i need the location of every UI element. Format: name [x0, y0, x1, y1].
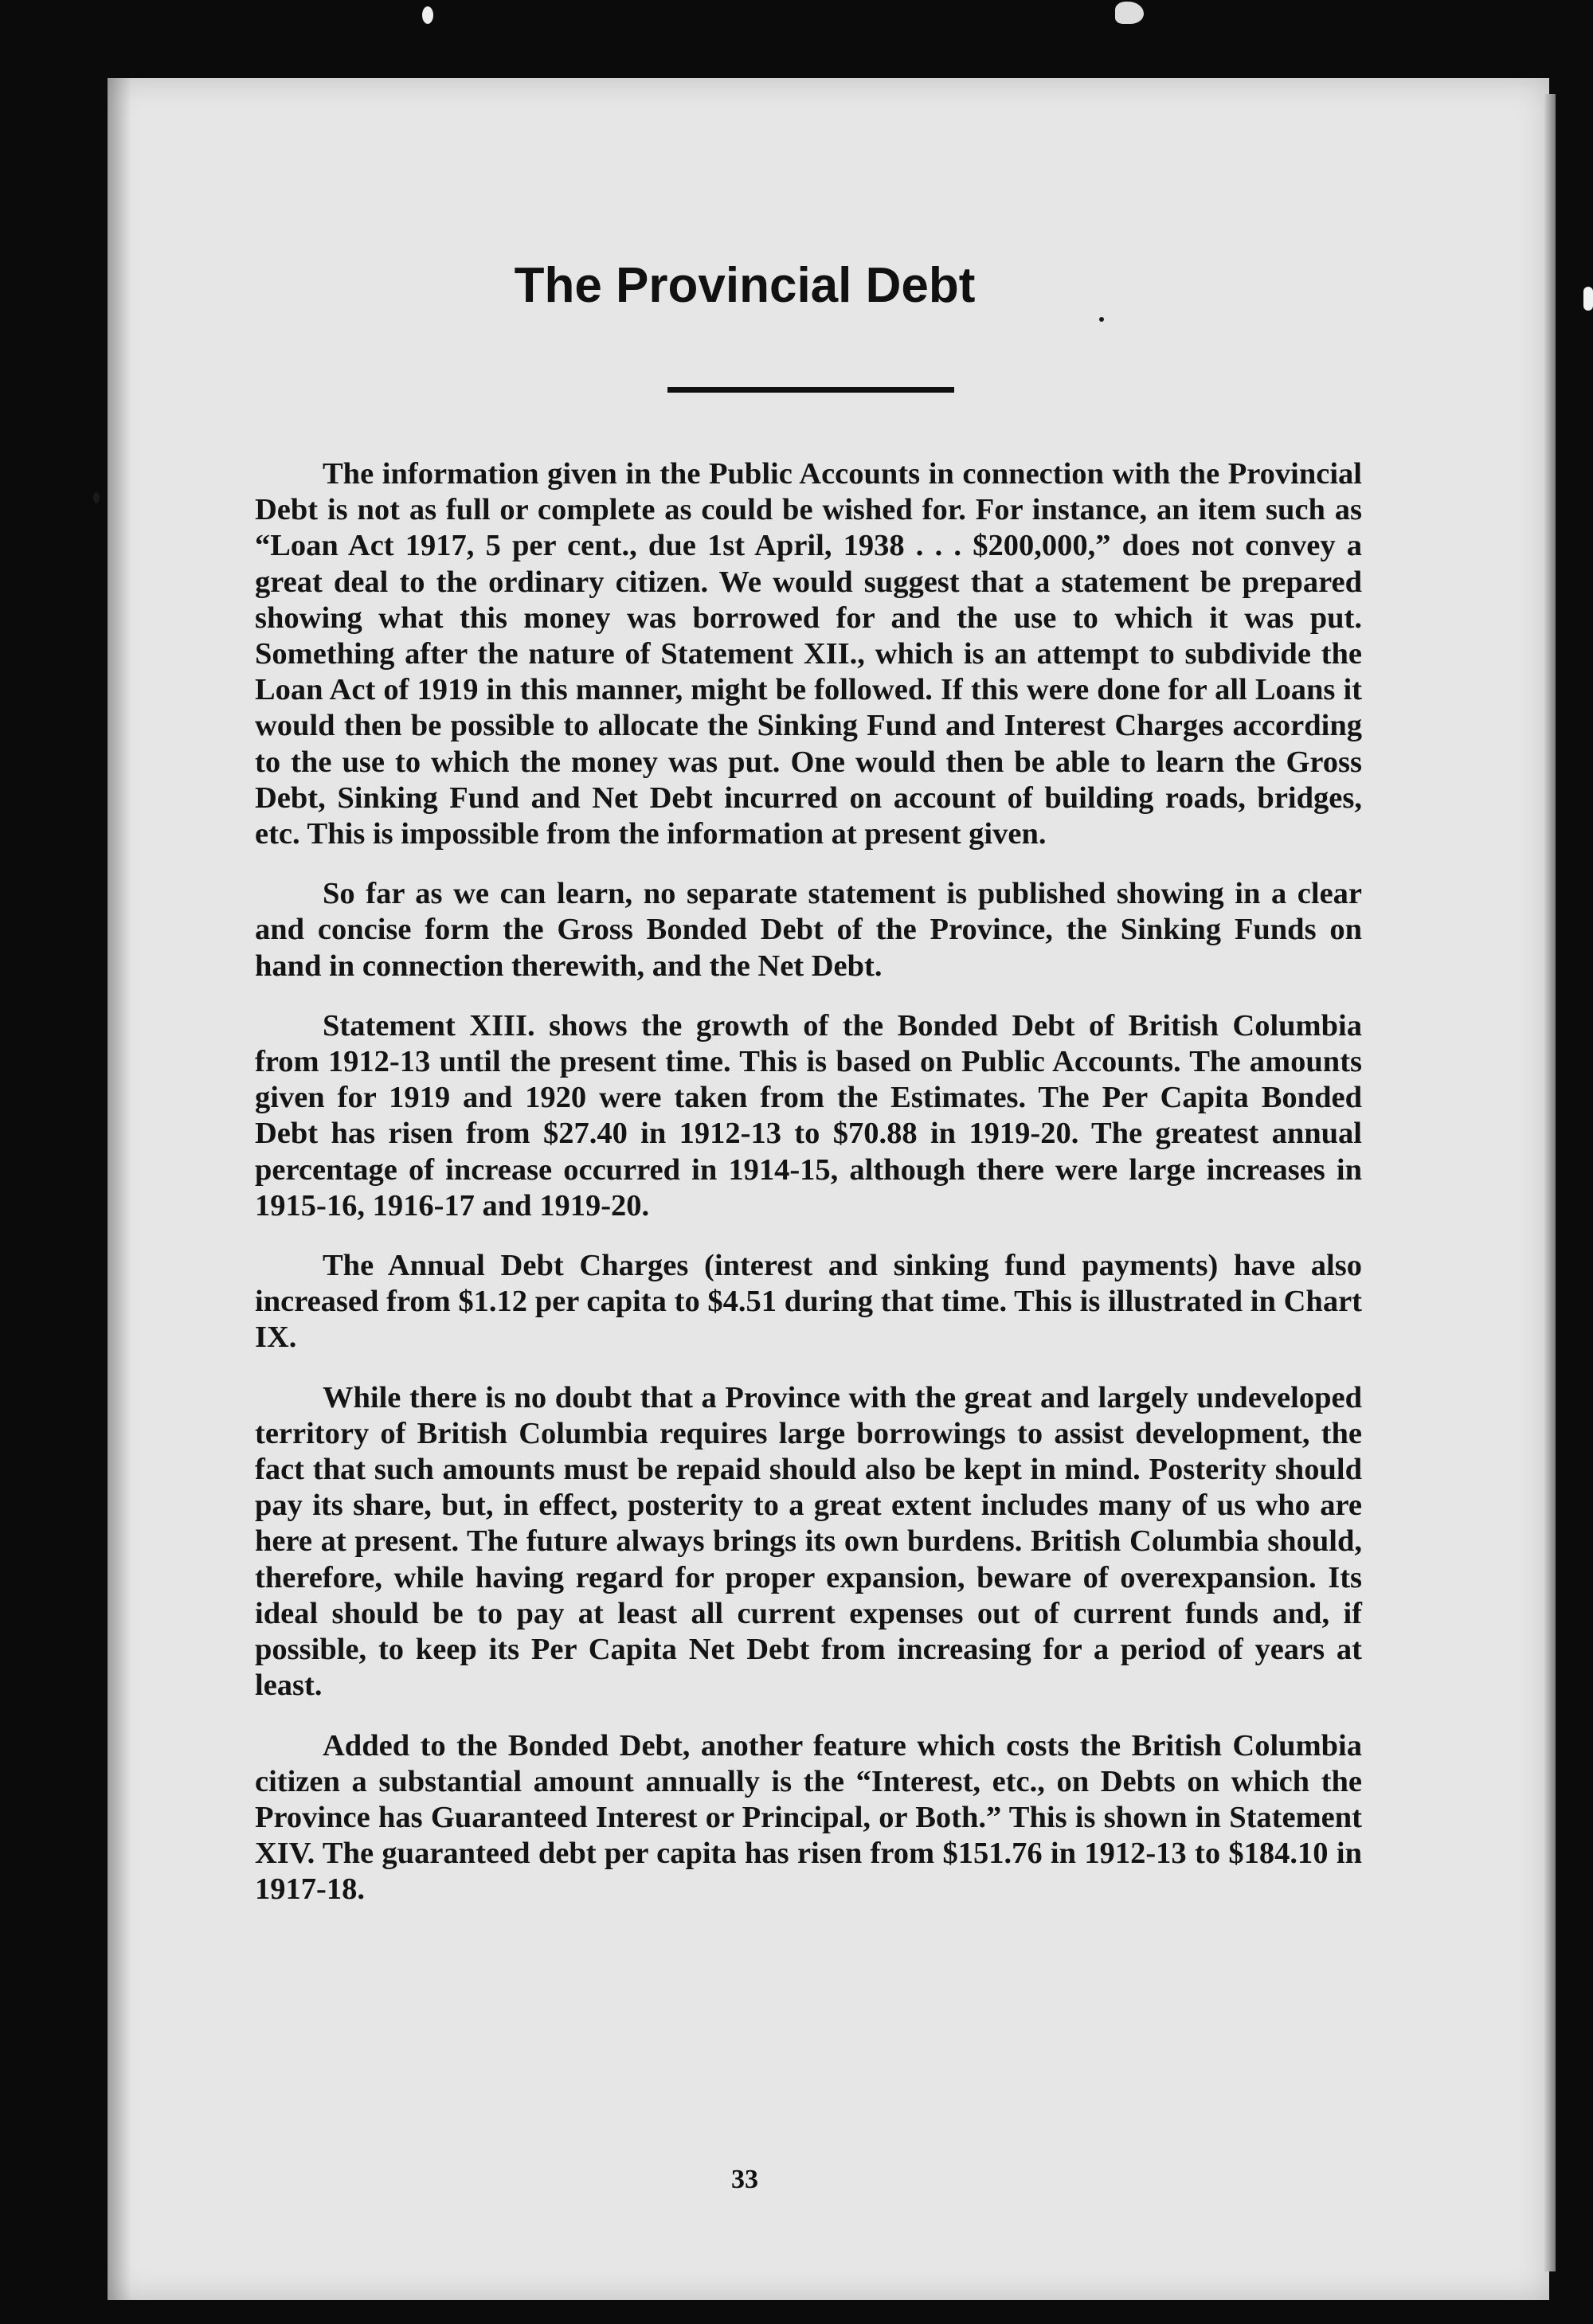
paragraph-5: While there is no doubt that a Province with the great and largely undeveloped territory of British Columbia requires large borrowings to assist development, the fact that such amounts must be repaid should also be kept in mind. Posterity should pay its share, but, in effect, posterity to a great extent includes many of us who are here at present. The future always brings its own burdens. British Columbia should, therefore, while having regard for proper expansion, beware of overexpansion. Its ideal should be to pay at least all current expenses out of current funds and, if possible, to keep its Per Capita Net Debt from increasing for a period of years at least. — [255, 1380, 1362, 1703]
scan-speck — [93, 492, 100, 503]
body-text — [255, 456, 1362, 1932]
page-number: 33 — [731, 2165, 758, 2194]
paragraph-1: The information given in the Public Accounts in connection with the Provincial Debt is not as full or complete as could be wished for. For instance, an item such as “Loan Act 1917, 5 per cent., due 1st April, 1938 . . . $200,000,” does not convey a great deal to the ordinary citizen. We would suggest that a statement be prepared showing what this money was borrowed for and the use to which it was put. Something after the nature of Statement XII., which is an attempt to subdivide the Loan Act of 1919 in this manner, might be followed. If this were done for all Loans it would then be possible to allocate the Sinking Fund and Interest Charges according to the use to which the money was put. One would then be able to learn the Gross Debt, Sinking Fund and Net Debt incurred on account of building roads, bridges, etc. This is impossible from the information at present given. — [255, 457, 1362, 851]
paragraph-2: So far as we can learn, no separate statement is published showing in a clear and concise form the Gross Bonded Debt of the Province, the Sinking Funds on hand in connection therewith, and the Net Debt. — [255, 877, 1362, 983]
page-edge — [1544, 94, 1556, 2271]
scan-speck — [1583, 287, 1593, 311]
book-page — [108, 78, 1549, 2300]
scan-speck — [1099, 317, 1104, 322]
paragraph-4: The Annual Debt Charges (interest and sinking fund payments) have also increased from $1.12 per capita to $4.51 during that time. This is illustrated in Chart IX. — [255, 1249, 1362, 1355]
scan-speck — [422, 6, 433, 24]
page-title: The Provincial Debt — [514, 258, 976, 313]
title-underline-rule — [667, 387, 954, 393]
page-gutter-shadow — [108, 78, 131, 2300]
paragraph-6: Added to the Bonded Debt, another feature which costs the British Columbia citizen a substantial amount annually is the “Interest, etc., on Debts on which the Province has Guaranteed Interest or Principal, or Both.” This is shown in Statement XIV. The guaranteed debt per capita has risen from $151.76 in 1912-13 to $184.10 in 1917-18. — [255, 1728, 1362, 1907]
paragraph-3: Statement XIII. shows the growth of the Bonded Debt of British Columbia from 1912-13 until the present time. This is based on Public Accounts. The amounts given for 1919 and 1920 were taken from the Estimates. The Per Capita Bonded Debt has risen from $27.40 in 1912-13 to $70.88 in 1919-20. The greatest annual percentage of increase occurred in 1914-15, although there were large increases in 1915-16, 1916-17 and 1919-20. — [255, 1008, 1362, 1223]
scan-speck — [1115, 2, 1144, 24]
